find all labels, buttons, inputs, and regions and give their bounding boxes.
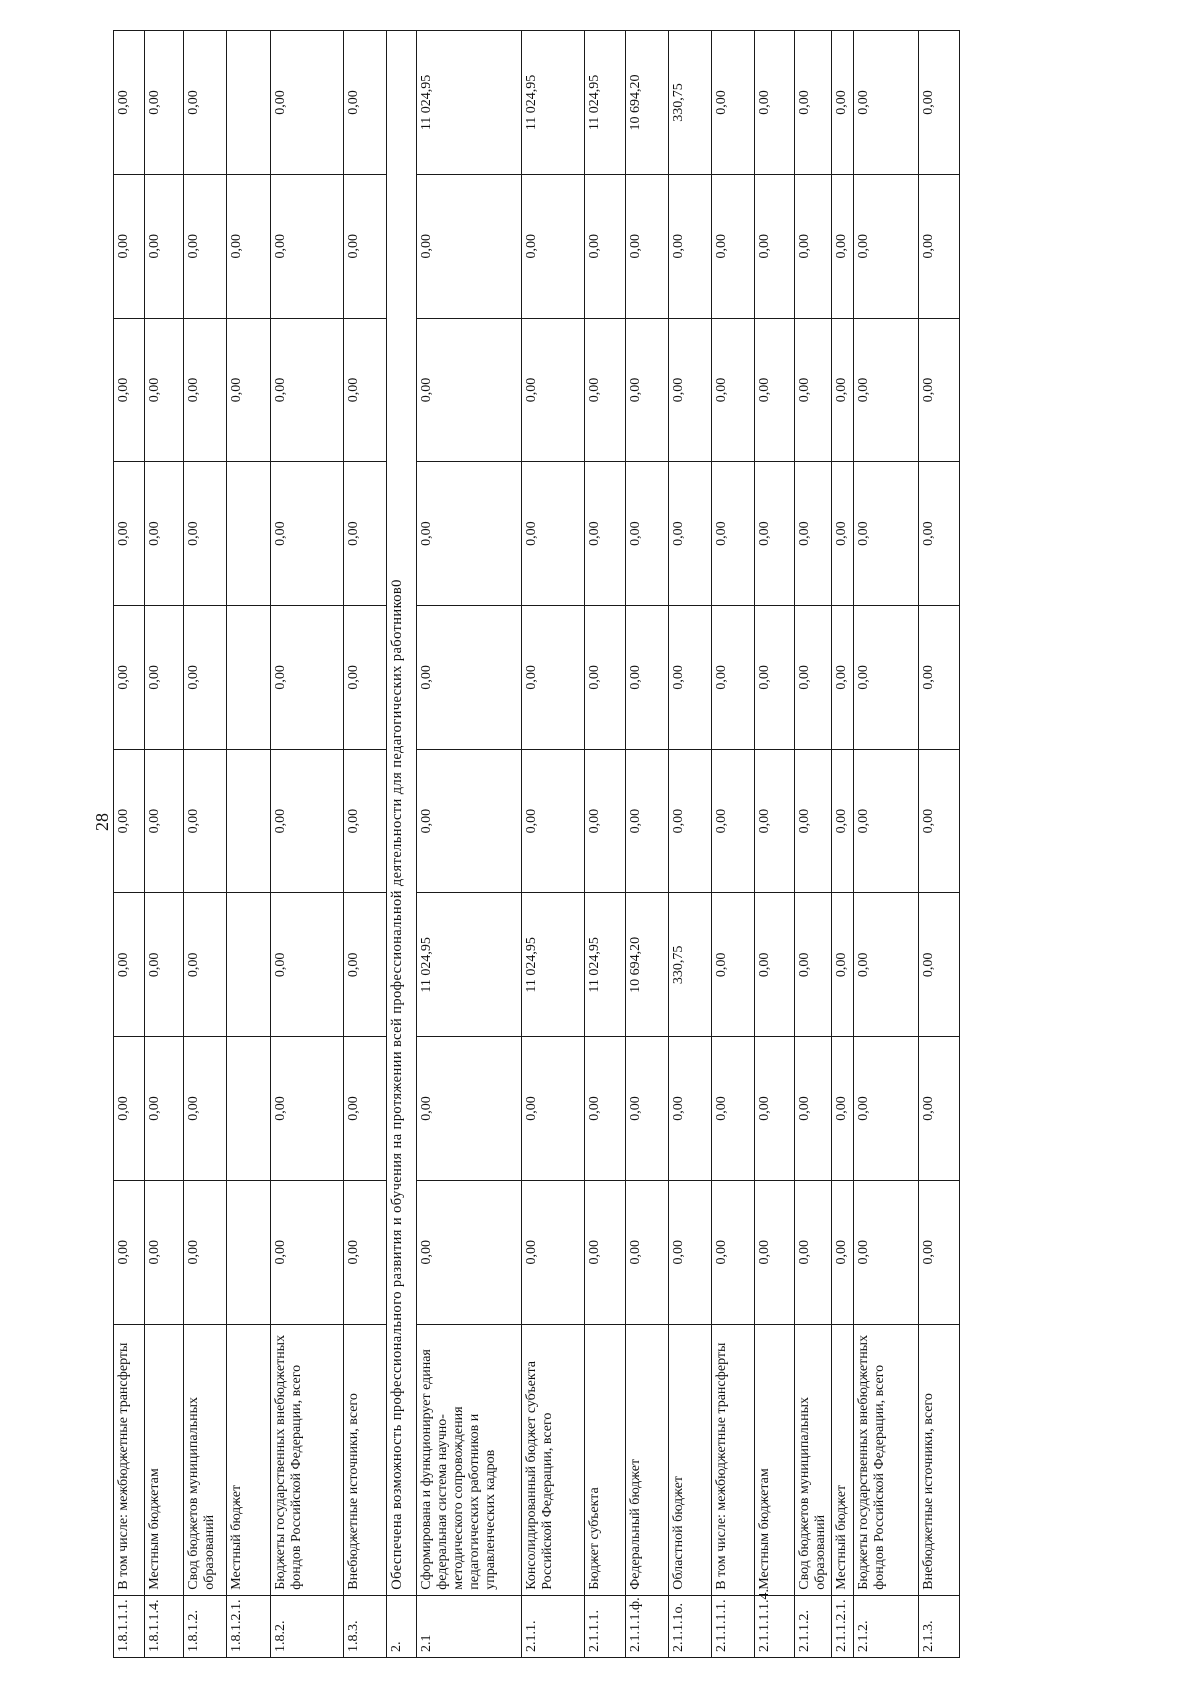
value-cell: 0,00: [271, 749, 344, 893]
row-code: 2.1.1.1.ф.: [626, 1595, 669, 1657]
value-cell: 0,00: [712, 1180, 755, 1324]
value-cell: 0,00: [854, 462, 919, 606]
value-cell: 0,00: [712, 462, 755, 606]
value-cell: 330,75: [669, 893, 712, 1037]
value-cell: 0,00: [522, 1180, 585, 1324]
row-name: Бюджеты государственных внебюджетных фондов Российской Федерации, всего: [271, 1324, 344, 1595]
budget-table: [113, 30, 960, 1658]
table-row: [832, 31, 854, 1658]
value-cell: 0,00: [344, 462, 387, 606]
value-cell: 0,00: [755, 893, 795, 1037]
value-cell: 0,00: [712, 749, 755, 893]
section-banner-row: [387, 31, 417, 1658]
value-cell: 0,00: [184, 893, 227, 1037]
value-cell: 0,00: [795, 462, 832, 606]
value-cell: 0,00: [417, 1037, 522, 1181]
value-cell: 0,00: [669, 749, 712, 893]
value-cell: 11 024,95: [417, 31, 522, 175]
value-cell: 0,00: [344, 893, 387, 1037]
value-cell: 0,00: [755, 31, 795, 175]
row-code: 1.8.1.1.1.: [114, 1595, 145, 1657]
row-code: 1.8.3.: [344, 1595, 387, 1657]
value-cell: 0,00: [919, 462, 960, 606]
value-cell: 0,00: [585, 1037, 626, 1181]
value-cell: 10 694,20: [626, 893, 669, 1037]
value-cell: 0,00: [795, 606, 832, 750]
value-cell: 0,00: [832, 606, 854, 750]
value-cell: [227, 1037, 271, 1181]
table-row: [626, 31, 669, 1658]
table-row: [669, 31, 712, 1658]
value-cell: 0,00: [712, 606, 755, 750]
value-cell: 0,00: [585, 462, 626, 606]
row-code: 2.1.1.1.1.: [712, 1595, 755, 1657]
value-cell: 0,00: [271, 893, 344, 1037]
value-cell: 0,00: [712, 1037, 755, 1181]
value-cell: 0,00: [669, 318, 712, 462]
value-cell: 0,00: [145, 1037, 184, 1181]
value-cell: 0,00: [919, 749, 960, 893]
value-cell: 0,00: [145, 749, 184, 893]
value-cell: 0,00: [145, 174, 184, 318]
value-cell: 10 694,20: [626, 31, 669, 175]
value-cell: 0,00: [755, 749, 795, 893]
value-cell: 0,00: [712, 318, 755, 462]
value-cell: 0,00: [344, 174, 387, 318]
row-code: 1.8.1.2.1.: [227, 1595, 271, 1657]
value-cell: 0,00: [795, 318, 832, 462]
value-cell: 0,00: [585, 174, 626, 318]
value-cell: 11 024,95: [522, 893, 585, 1037]
value-cell: 0,00: [669, 1037, 712, 1181]
value-cell: 0,00: [795, 174, 832, 318]
row-name: Федеральный бюджет: [626, 1324, 669, 1595]
value-cell: 0,00: [271, 606, 344, 750]
value-cell: 0,00: [184, 462, 227, 606]
value-cell: 0,00: [114, 1180, 145, 1324]
value-cell: 0,00: [145, 893, 184, 1037]
value-cell: 0,00: [712, 174, 755, 318]
value-cell: 0,00: [227, 174, 271, 318]
value-cell: 0,00: [344, 318, 387, 462]
value-cell: 0,00: [919, 893, 960, 1037]
row-name: Областной бюджет: [669, 1324, 712, 1595]
table-row: [145, 31, 184, 1658]
value-cell: 0,00: [145, 606, 184, 750]
row-code: 1.8.2.: [271, 1595, 344, 1657]
value-cell: 0,00: [145, 318, 184, 462]
value-cell: 0,00: [114, 462, 145, 606]
table-body: [114, 31, 960, 1658]
table-row: [114, 31, 145, 1658]
value-cell: 0,00: [522, 174, 585, 318]
row-name: Внебюджетные источники, всего: [919, 1324, 960, 1595]
value-cell: 0,00: [669, 174, 712, 318]
value-cell: 0,00: [184, 749, 227, 893]
table-row: [271, 31, 344, 1658]
value-cell: 0,00: [795, 1037, 832, 1181]
row-code: 1.8.1.1.4.: [145, 1595, 184, 1657]
value-cell: 0,00: [854, 1180, 919, 1324]
value-cell: 0,00: [417, 174, 522, 318]
row-code: 2.1.3.: [919, 1595, 960, 1657]
value-cell: 0,00: [271, 462, 344, 606]
row-name: Местным бюджетам: [145, 1324, 184, 1595]
table-row: [184, 31, 227, 1658]
value-cell: 0,00: [417, 462, 522, 606]
value-cell: 0,00: [832, 31, 854, 175]
value-cell: 11 024,95: [585, 31, 626, 175]
value-cell: 0,00: [755, 318, 795, 462]
value-cell: 0,00: [626, 462, 669, 606]
value-cell: 0,00: [755, 1037, 795, 1181]
table-row: [344, 31, 387, 1658]
value-cell: 0,00: [626, 749, 669, 893]
value-cell: 0,00: [854, 893, 919, 1037]
value-cell: 0,00: [832, 174, 854, 318]
row-name: Бюджеты государственных внебюджетных фондов Российской Федерации, всего: [854, 1324, 919, 1595]
value-cell: 0,00: [832, 318, 854, 462]
value-cell: 0,00: [832, 893, 854, 1037]
table-row: [919, 31, 960, 1658]
value-cell: 0,00: [832, 1180, 854, 1324]
value-cell: 0,00: [669, 462, 712, 606]
value-cell: 0,00: [854, 1037, 919, 1181]
table-row: [522, 31, 585, 1658]
value-cell: 0,00: [114, 31, 145, 175]
value-cell: 0,00: [344, 606, 387, 750]
value-cell: 11 024,95: [417, 893, 522, 1037]
table-row: [712, 31, 755, 1658]
page-number: 28: [92, 813, 112, 831]
value-cell: 0,00: [919, 1037, 960, 1181]
value-cell: [227, 462, 271, 606]
value-cell: 0,00: [145, 1180, 184, 1324]
value-cell: 0,00: [626, 174, 669, 318]
value-cell: [227, 606, 271, 750]
row-code: 2.1.1.2.1.: [832, 1595, 854, 1657]
value-cell: 0,00: [669, 606, 712, 750]
value-cell: [227, 893, 271, 1037]
value-cell: 0,00: [585, 318, 626, 462]
row-code: 2.1.1.1о.: [669, 1595, 712, 1657]
table-row: [417, 31, 522, 1658]
row-code: 2.1.1.1.: [585, 1595, 626, 1657]
value-cell: 0,00: [417, 749, 522, 893]
value-cell: 0,00: [271, 1180, 344, 1324]
value-cell: [227, 749, 271, 893]
row-name: Бюджет субъекта: [585, 1324, 626, 1595]
value-cell: 0,00: [522, 462, 585, 606]
row-code: 2.: [387, 1595, 417, 1657]
value-cell: 0,00: [919, 318, 960, 462]
value-cell: 0,00: [184, 606, 227, 750]
value-cell: 0,00: [669, 1180, 712, 1324]
rotated-table-wrapper: [113, 30, 1045, 1658]
value-cell: 0,00: [184, 31, 227, 175]
row-code: 2.1.2.: [854, 1595, 919, 1657]
value-cell: [227, 31, 271, 175]
row-name: Местный бюджет: [227, 1324, 271, 1595]
value-cell: 0,00: [854, 318, 919, 462]
value-cell: 0,00: [417, 318, 522, 462]
value-cell: 0,00: [712, 31, 755, 175]
value-cell: 0,00: [832, 749, 854, 893]
value-cell: 0,00: [344, 749, 387, 893]
value-cell: 0,00: [271, 1037, 344, 1181]
value-cell: 0,00: [854, 174, 919, 318]
value-cell: 0,00: [626, 1180, 669, 1324]
table-row: [755, 31, 795, 1658]
value-cell: 0,00: [919, 606, 960, 750]
value-cell: 0,00: [114, 174, 145, 318]
row-name: В том числе: межбюджетные трансферты: [114, 1324, 145, 1595]
value-cell: 0,00: [755, 462, 795, 606]
value-cell: 0,00: [712, 893, 755, 1037]
section-banner: Обеспечена возможность профессионального развития и обучения на протяжении всей профессиональной деятельности для педагогических работников0: [387, 31, 417, 1596]
value-cell: 0,00: [114, 318, 145, 462]
row-name: Местным бюджетам: [755, 1324, 795, 1595]
row-name: Местный бюджет: [832, 1324, 854, 1595]
value-cell: 0,00: [585, 1180, 626, 1324]
row-name: В том числе: межбюджетные трансферты: [712, 1324, 755, 1595]
value-cell: 0,00: [145, 462, 184, 606]
value-cell: 0,00: [626, 606, 669, 750]
value-cell: 0,00: [755, 1180, 795, 1324]
row-name: Внебюджетные источники, всего: [344, 1324, 387, 1595]
value-cell: 0,00: [795, 749, 832, 893]
value-cell: 0,00: [795, 893, 832, 1037]
value-cell: 0,00: [795, 1180, 832, 1324]
value-cell: 0,00: [114, 749, 145, 893]
value-cell: 330,75: [669, 31, 712, 175]
row-code: 2.1.1.2.: [795, 1595, 832, 1657]
value-cell: 0,00: [522, 1037, 585, 1181]
value-cell: 0,00: [522, 318, 585, 462]
value-cell: 0,00: [417, 606, 522, 750]
value-cell: 0,00: [184, 1180, 227, 1324]
value-cell: 0,00: [585, 749, 626, 893]
value-cell: 0,00: [919, 1180, 960, 1324]
table-row: [854, 31, 919, 1658]
value-cell: 0,00: [854, 749, 919, 893]
value-cell: 0,00: [271, 174, 344, 318]
value-cell: 0,00: [832, 1037, 854, 1181]
value-cell: 11 024,95: [522, 31, 585, 175]
value-cell: 0,00: [184, 174, 227, 318]
value-cell: 0,00: [626, 318, 669, 462]
value-cell: 0,00: [114, 1037, 145, 1181]
value-cell: 0,00: [522, 606, 585, 750]
value-cell: 0,00: [795, 31, 832, 175]
value-cell: 0,00: [271, 31, 344, 175]
table-row: [795, 31, 832, 1658]
value-cell: 0,00: [755, 606, 795, 750]
value-cell: 0,00: [626, 1037, 669, 1181]
row-code: 2.1: [417, 1595, 522, 1657]
row-name: Свод бюджетов муниципальных образований: [795, 1324, 832, 1595]
value-cell: 0,00: [585, 606, 626, 750]
value-cell: 0,00: [832, 462, 854, 606]
row-name: Консолидированный бюджет субъекта Российской Федерации, всего: [522, 1324, 585, 1595]
table-row: [585, 31, 626, 1658]
value-cell: 0,00: [271, 318, 344, 462]
value-cell: 0,00: [919, 31, 960, 175]
table-row: [227, 31, 271, 1658]
value-cell: 0,00: [854, 606, 919, 750]
value-cell: 0,00: [344, 1180, 387, 1324]
row-name: Свод бюджетов муниципальных образований: [184, 1324, 227, 1595]
value-cell: 0,00: [184, 1037, 227, 1181]
value-cell: 0,00: [344, 31, 387, 175]
value-cell: 0,00: [522, 749, 585, 893]
value-cell: 0,00: [854, 31, 919, 175]
value-cell: 0,00: [145, 31, 184, 175]
value-cell: 11 024,95: [585, 893, 626, 1037]
value-cell: 0,00: [344, 1037, 387, 1181]
value-cell: 0,00: [184, 318, 227, 462]
value-cell: 0,00: [755, 174, 795, 318]
value-cell: 0,00: [417, 1180, 522, 1324]
row-name: Сформирована и функционирует единая федеральная система научно-методического сопровождения педагогических работников и управленческих кадров: [417, 1324, 522, 1595]
row-code: 1.8.1.2.: [184, 1595, 227, 1657]
value-cell: 0,00: [227, 318, 271, 462]
value-cell: 0,00: [114, 893, 145, 1037]
value-cell: 0,00: [919, 174, 960, 318]
row-code: 2.1.1.: [522, 1595, 585, 1657]
row-code: 2.1.1.1.1.4.: [755, 1595, 795, 1657]
value-cell: [227, 1180, 271, 1324]
value-cell: 0,00: [114, 606, 145, 750]
